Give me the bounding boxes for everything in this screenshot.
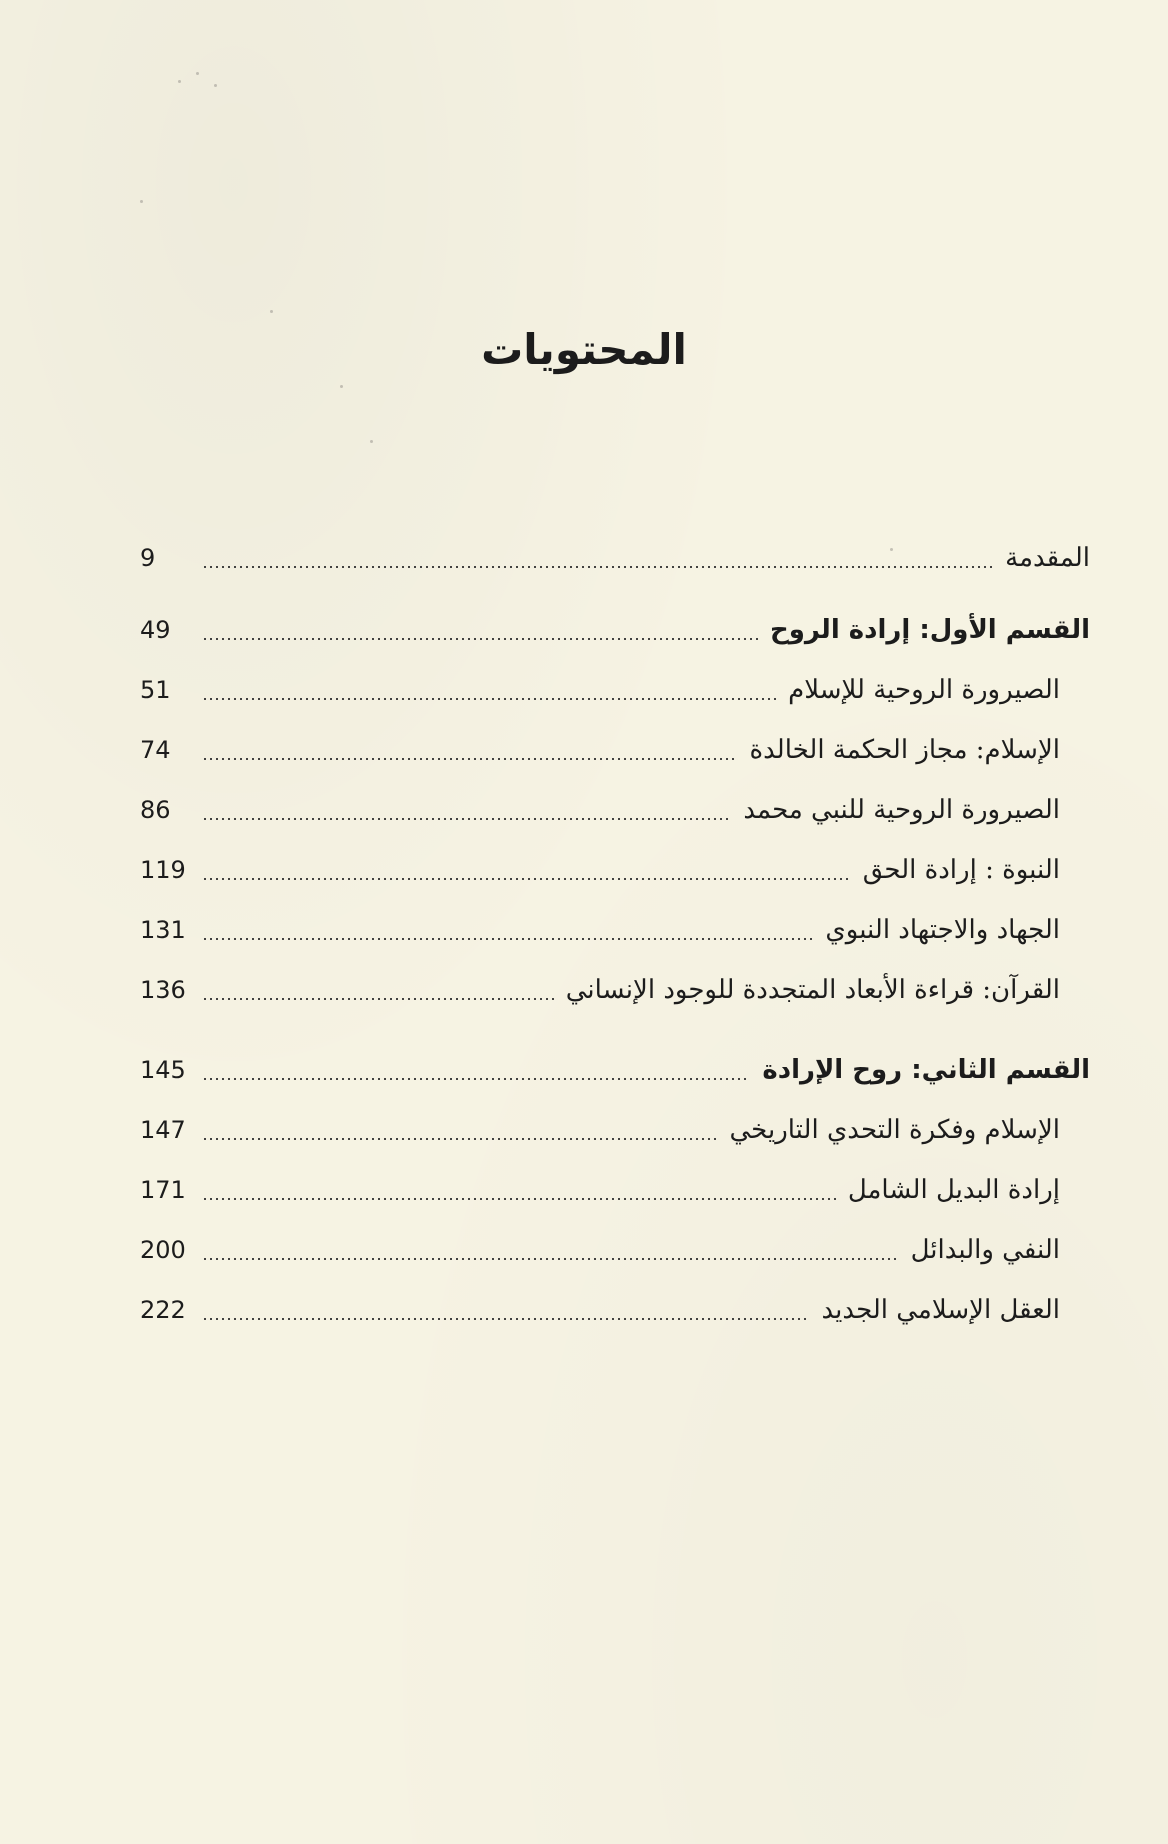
toc-page-number: 145 [140,1056,186,1084]
toc-entry-label: الصيرورة الروحية للنبي محمد [743,795,1060,825]
toc-page-number: 74 [140,736,171,764]
dot-leader [202,878,851,880]
toc-entry-label: النبوة : إرادة الحق [862,855,1060,885]
toc-entry[interactable] [140,848,1090,892]
toc-entry-label: الإسلام وفكرة التحدي التاريخي [729,1115,1060,1145]
dot-leader [202,1138,718,1140]
smudge-mark [214,84,217,87]
toc-entry-label: المقدمة [1005,543,1090,573]
toc-entry-label: الجهاد والاجتهاد النبوي [825,915,1060,945]
toc-entry[interactable] [140,968,1090,1012]
toc-entry[interactable] [140,1108,1090,1152]
toc-page-number: 222 [140,1296,186,1324]
toc-part-heading[interactable] [140,1048,1090,1092]
toc-entry-label: الإسلام: مجاز الحكمة الخالدة [749,735,1060,765]
dot-leader [202,1258,899,1260]
toc-page-number: 9 [140,544,156,572]
dot-leader [202,818,731,820]
toc-page-number: 200 [140,1236,186,1264]
toc-entry-label: إرادة البديل الشامل [847,1175,1060,1205]
toc-page-number: 136 [140,976,186,1004]
toc-part-label: القسم الثاني: روح الإرادة [762,1055,1090,1085]
toc-page-number: 147 [140,1116,186,1144]
toc-entry-label: العقل الإسلامي الجديد [821,1295,1060,1325]
toc-page-number: 171 [140,1176,186,1204]
dot-leader [202,998,554,1000]
toc-page-number: 86 [140,796,171,824]
dot-leader [202,1318,810,1320]
smudge-mark [340,385,343,388]
dot-leader [202,758,738,760]
smudge-mark [140,200,143,203]
toc-entry-label: النفي والبدائل [910,1235,1060,1265]
smudge-mark [370,440,373,443]
toc-entry[interactable] [140,908,1090,952]
toc-page-number: 131 [140,916,186,944]
toc-entry[interactable] [140,1168,1090,1212]
dot-leader [202,938,813,940]
toc-page-number: 49 [140,616,171,644]
dot-leader [202,1078,750,1080]
toc-entry[interactable] [140,1288,1090,1332]
toc-entry-label: القرآن: قراءة الأبعاد المتجددة للوجود الإنساني [565,975,1060,1005]
toc-part-heading[interactable] [140,608,1090,652]
toc-entry[interactable] [140,728,1090,772]
smudge-mark [178,80,181,83]
dot-leader [202,638,758,640]
toc-part-label: القسم الأول: إرادة الروح [769,615,1090,645]
toc-page-number: 119 [140,856,186,884]
toc-entry[interactable] [140,668,1090,712]
toc-entry[interactable] [140,1228,1090,1272]
dot-leader [202,1198,836,1200]
smudge-mark [196,72,199,75]
toc-entry-label: الصيرورة الروحية للإسلام [788,675,1060,705]
dot-leader [202,698,776,700]
toc-entry[interactable] [140,788,1090,832]
toc-entry-intro[interactable] [140,536,1090,580]
dot-leader [202,566,993,568]
toc-page-number: 51 [140,676,171,704]
smudge-mark [270,310,273,313]
page-title: المحتويات [481,325,687,374]
